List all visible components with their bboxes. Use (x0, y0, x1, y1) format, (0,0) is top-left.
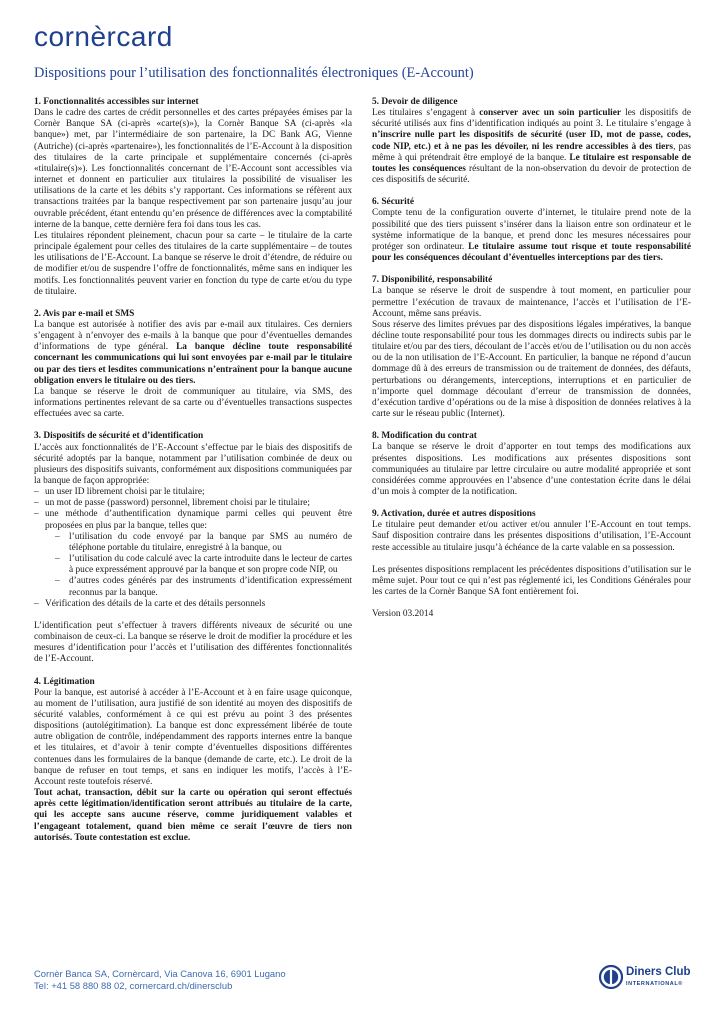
section-heading: 7. Disponibilité, responsabilité (372, 275, 493, 286)
section-1 (34, 97, 352, 298)
section-heading: 1. Fonctionnalités accessibles sur internet (34, 97, 199, 107)
bold-text: n’inscrire nulle part les dispositifs de sécurité (user ID, mot de passe, codes, code NIP, etc.) et à ne pas les dévoiler, ni les rendre accessibles à des tiers (372, 130, 691, 152)
bold-text: Le titulaire assume tout risque et toute responsabilité pour les conséquences découlant d’éventuelles interceptions par des tiers. (372, 241, 691, 264)
section-heading: 4. Légitimation (34, 676, 95, 687)
left-column (34, 97, 352, 855)
list-item: – un user ID librement choisi par le titulaire; (34, 487, 352, 498)
security-devices-list (34, 487, 352, 610)
section-heading: 3. Dispositifs de sécurité et d’identification (34, 431, 204, 442)
footer-line: Tel: +41 58 880 88 02, cornercard.ch/dinersclub (34, 979, 233, 991)
footer-address (34, 968, 286, 991)
section-heading: 8. Modification du contrat (372, 431, 477, 442)
sub-list-item: – l’utilisation du code envoyé par la banque par SMS au numéro de téléphone portable du titulaire, enregistré à la banque, ou (45, 532, 352, 554)
paragraph: La banque se réserve le droit d’apporter en tout temps des modifications aux présentes dispositions. Les modifications aux présentes dispositions sont communiquées au titulaire par lettre circulaire ou autre modalité appropriée et sont considérées comme approuvées en l’absence d’une contestation écrite dans le délai d’un mois à compter de la notification. (372, 442, 691, 497)
paragraph: Les présentes dispositions remplacent les précédentes dispositions d’utilisation sur le même sujet. Pour tout ce qui n’est pas réglementé ici, les Conditions Générales pour les cartes de la Cornèr Banque SA font entièrement foi. (372, 564, 691, 598)
diners-club-name: Diners Club (626, 966, 691, 978)
paragraph (34, 788, 352, 844)
section-heading: 2. Avis par e-mail et SMS (34, 308, 135, 319)
text-span: résultant de la non-observation du devoir de protection de ces dispositifs de sécurité. (372, 163, 691, 186)
version-note (372, 609, 691, 620)
text-span: , pas même à qui prétendrait être employé de la banque. (372, 141, 691, 163)
list-item (34, 509, 352, 598)
bold-text: conserver avec un soin particulier (479, 108, 622, 119)
section-7 (372, 275, 691, 420)
bold-text: La banque décline toute responsabilité concernant les communications qui lui sont envoyées par e-mail par le titulaire ou par des tiers et lesdites communications n’entraînent pour la banque aucune obligation envers le titulaire ou des tiers. (34, 342, 352, 386)
auth-methods-list (45, 532, 352, 599)
section-2 (34, 309, 352, 421)
bold-text: Tout achat, transaction, débit sur la carte ou opération qui seront effectués après cette légitimation/identification seront attribués au titulaire de la carte, qui les accepte sans aucune réserve, comme juridiquement valables et l’engageant totalement, quand bien même ce serait l’œuvre de tiers non autorisés. Toute contestation est exclue. (34, 788, 352, 843)
text-span: les dispositifs de sécurité utilisés aux fins d’identification indiqués au point 3. Le titulaire s’engage à (372, 108, 691, 130)
section-heading: 9. Activation, durée et autres dispositions (372, 509, 536, 520)
section-3 (34, 431, 352, 665)
list-item: – Vérification des détails de la carte et des détails personnels (34, 599, 352, 610)
section-heading: 5. Devoir de diligence (372, 97, 458, 107)
paragraph: Pour la banque, est autorisé à accéder à l’E-Account et à en faire usage quiconque, au moment de l’utilisation, aura justifié de son identité au moyen des dispositifs de sécurité valables, conformément à ce qui est prévu au point 3 des présentes dispositions (autolégitimation). La banque est donc expressément libérée de toute autre obligation de contrôle, indépendamment des rapports internes entre la banque et les titulaires, et d’avoir à tenir compte d’éventuelles dispositions différentes contenues dans les formulaires de la banque (demande de carte, etc.). Le droit de la banque de refuser en tout temps, et sans en indiquer les motifs, l’accès à l’E-Account reste toutefois réservé. (34, 687, 352, 787)
brand-name: cornèrcard (34, 21, 173, 52)
diners-club-emblem-icon (598, 965, 624, 989)
diners-club-logo (598, 965, 708, 991)
paragraph: L’accès aux fonctionnalités de l’E-Account s’effectue par le biais des dispositifs de sécurité adoptés par la banque, notamment par l’utilisation combinée de deux ou plusieurs des dispositifs suivants, conformément aux dispositions communiquées par la banque de façon appropriée: (34, 442, 352, 486)
section-9 (372, 509, 691, 598)
paragraph: La banque se réserve le droit de communiquer au titulaire, via SMS, des informations pertinentes relevant de sa carte ou d’éventuelles transactions suspectes effectuées avec sa carte. (34, 386, 352, 420)
paragraph: L’identification peut s’effectuer à travers différents niveaux de sécurité ou une combinaison de ceux-ci. La banque se réserve le droit de modifier la procédure et les mesures d’identification pour l’accès et l’utilisation des différentes fonctionnalités de l’E-Account. (34, 620, 352, 665)
section-8 (372, 431, 691, 498)
section-4 (34, 677, 352, 844)
bold-text: Le titulaire est responsable de toutes les conséquences (372, 152, 691, 174)
footer-line: Cornèr Banca SA, Cornèrcard, Via Canova 16, 6901 Lugano (34, 968, 286, 979)
version-text: Version 03.2014 (372, 609, 434, 620)
paragraph: Les titulaires répondent pleinement, chacun pour sa carte – le titulaire de la carte principale également pour celles des titulaires de la carte supplémentaire – de toutes les utilisations de l’E-Account. La banque se réserve le droit d’étendre, de réduire ou de modifier et/ou de suspendre l’offre de fonctionnalités, même sans en indiquer les motifs. Les fonctionnalités peuvent varier en fonction du type de carte et/ou du type de titulaire. (34, 230, 352, 297)
text-span: Compte tenu de la configuration ouverte d’internet, le titulaire prend note de la possibilité que des tiers puissent s’insérer dans la liaison entre son ordinateur et le système informatique de la banque, et prend donc les mesures nécessaires pour protéger son ordinateur. (372, 208, 691, 252)
text-span: Les titulaires s’engagent à (372, 108, 480, 119)
right-column (372, 97, 691, 631)
paragraph (372, 208, 691, 264)
paragraph: La banque se réserve le droit de suspendre à tout moment, en particulier pour permettre l’exécution de travaux de maintenance, l’accès et l’utilisation de l’E-Account, même sans préavis. (372, 286, 691, 319)
diners-club-sub: INTERNATIONAL® (626, 981, 683, 987)
section-heading: 6. Sécurité (372, 197, 415, 208)
list-item: – un mot de passe (password) personnel, librement choisi par le titulaire; (34, 498, 352, 509)
diners-club-wordmark (626, 967, 691, 990)
section-5 (372, 97, 691, 186)
list-item-text: une méthode d’authentification dynamique parmi celles qui peuvent être proposées en plus par la banque, telles que: (45, 509, 352, 531)
section-6 (372, 197, 691, 264)
text-span: La banque est autorisée à notifier des avis par e-mail aux titulaires. Ces derniers s’engagent à n’envoyer des e-mails à la banque que pour d’éventuelles demandes d’informations de type général. (34, 319, 352, 353)
paragraph: Le titulaire peut demander et/ou activer et/ou annuler l’E-Account en tout temps. Sauf disposition contraire dans les présentes dispositions d’utilisation, l’E-Account reste accessible au titulaire jusqu’à échéance de la carte valable en sa possession. (372, 520, 691, 553)
paragraph (34, 320, 352, 387)
paragraph: Sous réserve des limites prévues par des dispositions légales impératives, la banque décline toute responsabilité pour tous les dommages directs ou indirects subis par le titulaire et/ou par des tiers, découlant de l’accès et/ou de l’utilisation ou du non accès ou de la non utilisation de l’E-Account. En particulier, la banque ne répond d’aucun dommage dû à des erreurs de transmission ou de traitement de données, des défauts, perturbations ou dérangements, interceptions, interruptions et en particulier de n’importe quel dommage découlant d’erreur de transmission de données, d’exécution tardive d’opérations ou de la mise à disposition de données relatives à la carte sur le réseau public (Internet). (372, 319, 691, 420)
document-title: Dispositions pour l’utilisation des fonctionnalités électroniques (E-Account) (34, 65, 474, 81)
paragraph: Dans le cadre des cartes de crédit personnelles et des cartes prépayées émises par la Cornèr Banque SA (ci-après «carte(s)»), la Cornèr Banque SA (ci-après «la banque») met, par l’intermédiaire de son partenaire, la DC Bank AG, Vienne (Autriche) (ci-après «partenaire»), les fonctionnalités de l’E-Account à la disposition des titulaires de la carte principale et supplémentaire concernés (ci-après «titulaire(s)»). Les fonctionnalités concernant de l’E-Account sont accessibles via internet et donnent en particulier aux titulaires la possibilité de visualiser les utilisations de la carte et les débits s’y rapportant. Ces informations se réfèrent aux transactions traitées par la banque respectivement par son partenaire jusqu’au jour ouvrable précédent, étant entendu qu’en présence de différences avec la comptabilité interne de la banque, cette dernière fera foi dans tous les cas. (34, 108, 352, 230)
sub-list-item: – l’utilisation du code calculé avec la carte introduite dans le lecteur de cartes à puce expressément approuvé par la banque et son propre code NIP, ou (45, 554, 352, 576)
cornercard-logo (34, 21, 204, 52)
paragraph (372, 108, 691, 186)
sub-list-item: – d’autres codes générés par des instruments d’identification expressément reconnus par la banque. (45, 576, 352, 598)
